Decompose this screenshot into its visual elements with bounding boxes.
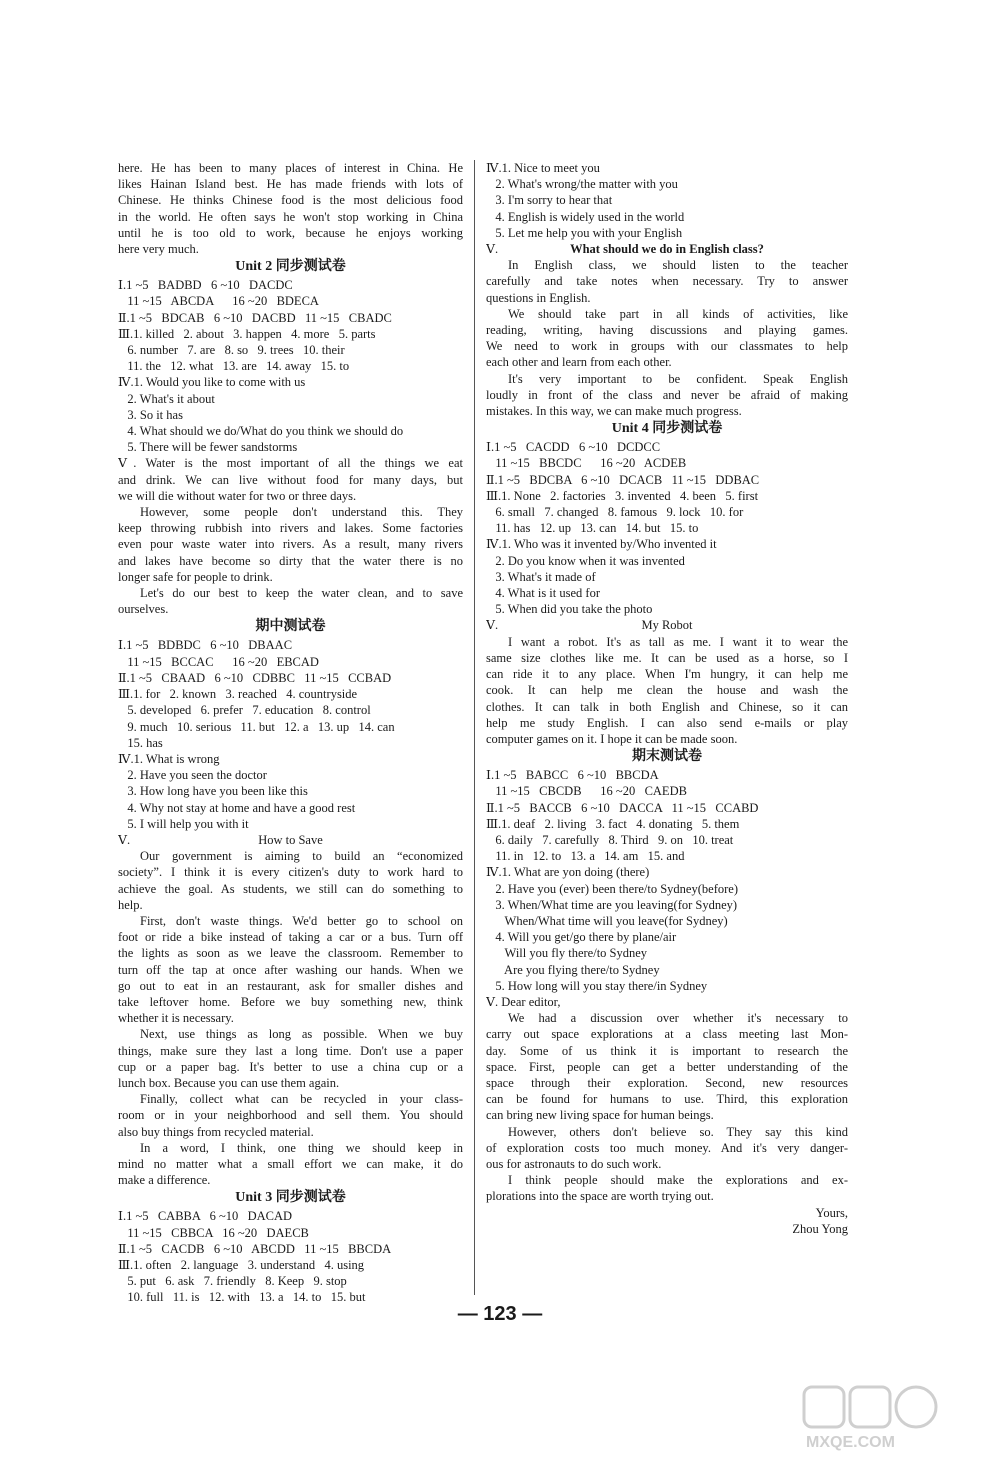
paragraph-start: Let's do our best to keep the water clean, and to save (140, 586, 463, 601)
text-line: society”. I think it is every citizen's duty to work hard to (118, 865, 463, 880)
paragraph-start: I think people should make the explorations and ex- (508, 1173, 848, 1188)
paragraph-start: Next, use things as long as possible. When we buy (140, 1027, 463, 1042)
answer-line: 3. How long have you been like this (118, 784, 308, 799)
answer-line: Ⅲ.1. for 2. known 3. reached 4. countryside (118, 687, 358, 702)
answer-line: 11 ~15 CBCDB 16 ~20 CAEDB (486, 784, 687, 799)
text-line: can be found for humans to use. Third, this exploration (486, 1092, 848, 1107)
answer-line: Ⅴ. Dear editor, (486, 994, 561, 1009)
text-line: cook. It can help me clean the house and wash the (486, 683, 848, 698)
text-line: clothes. It can talk in both English and Chinese, so it can (486, 699, 848, 714)
answer-line: Ⅰ.1 ~5 BADBD 6 ~10 DACDC (118, 278, 293, 293)
text-line-end: help. (118, 897, 143, 912)
answer-line: 5. put 6. ask 7. friendly 8. Keep 9. stop (118, 1274, 347, 1289)
paragraph-start: We had a discussion over whether it's necessary to (508, 1011, 848, 1026)
text-line-end: make a difference. (118, 1173, 211, 1188)
text-line: cup or a paper bag. It's better to use a china cup or a (118, 1059, 463, 1074)
paragraph-start: In English class, we should listen to the teacher (508, 258, 848, 273)
answer-line: Ⅳ.1. Would you like to come with us (118, 375, 306, 390)
answer-line: Ⅲ.1. often 2. language 3. understand 4. using (118, 1258, 365, 1272)
text-line: same size clothes like me. It can be used as a horse, so I (486, 650, 848, 665)
answer-line: 11. has 12. up 13. can 14. but 15. to (486, 521, 699, 536)
answer-line: Ⅳ.1. Nice to meet you (486, 161, 600, 175)
section-heading: Unit 2 同步测试卷 (235, 259, 346, 275)
column-divider (474, 160, 475, 1295)
text-line: and lakes have become so dirty that the water there is no (118, 553, 463, 568)
text-line: things, make sure they last a long time. Don't use a paper (118, 1043, 463, 1058)
text-line: carry out space explorations at a class meeting last Mon- (486, 1027, 848, 1042)
answer-line: 5. There will be fewer sandstorms (118, 440, 298, 455)
signature-line: Yours, (815, 1205, 848, 1220)
answer-line: Ⅱ.1 ~5 BACCB 6 ~10 DACCA 11 ~15 CCABD (486, 800, 759, 815)
answer-line: Ⅲ.1. killed 2. about 3. happen 4. more 5. parts (118, 326, 376, 341)
right-column (486, 160, 848, 1237)
answer-line: Ⅰ.1 ~5 CABBA 6 ~10 DACAD (118, 1209, 293, 1224)
paragraph-start: First, don't waste things. We'd better go to school on (140, 913, 463, 928)
answer-line: Ⅰ.1 ~5 BABCC 6 ~10 BBCDA (486, 768, 659, 783)
answer-line: 11 ~15 BBCDC 16 ~20 ACDEB (486, 456, 687, 471)
answer-line: 4. Will you get/go there by plane/air (486, 930, 677, 945)
answer-line: 6. number 7. are 8. so 9. trees 10. their (118, 343, 345, 358)
answer-line: 4. What is it used for (486, 586, 600, 601)
answer-line: 15. has (118, 735, 163, 750)
text-line: in the world. He often says he won't stop working in China (118, 209, 463, 224)
answer-line: Are you flying there/to Sydney (486, 962, 660, 977)
paragraph-start: It's very important to be confident. Speak English (508, 371, 848, 386)
answer-line: 11. the 12. what 13. are 14. away 15. to (118, 359, 350, 374)
text-line-end: lunch box. Because you can use them again. (118, 1075, 340, 1090)
text-line: achieve the goal. As students, we still can do something to (118, 881, 463, 896)
answer-line: 2. What's it about (118, 391, 215, 406)
text-line-end: questions in English. (486, 290, 591, 305)
answer-line: Ⅰ.1 ~5 BDBDC 6 ~10 DBAAC (118, 638, 293, 653)
answer-line: 5. Let me help you with your English (486, 225, 683, 240)
answer-line: Ⅳ.1. Who was it invented by/Who invented it (486, 537, 717, 552)
text-line: We need to work in groups with our classmates to help (486, 339, 848, 354)
answer-line: Ⅱ.1 ~5 BDCBA 6 ~10 DCACB 11 ~15 DDBAC (486, 472, 760, 487)
answer-line: 4. What should we do/What do you think we should do (118, 424, 404, 439)
text-line: carefully and take notes when necessary. Try to answer (486, 274, 848, 289)
text-line: loudly in front of the class and never be afraid of making (486, 387, 848, 402)
page-number: — 123 — (457, 1303, 543, 1325)
text-line-end: we will die without water for two or three days. (118, 488, 357, 503)
text-line: go out to eat in an restaurant, ask for smaller dishes and (118, 978, 463, 993)
text-line-end: computer games on it. I hope it can be made soon. (486, 731, 738, 746)
paragraph-start: We should take part in all kinds of activities, like (508, 306, 848, 321)
answer-line: 2. Have you (ever) been there/to Sydney(before) (486, 881, 738, 896)
answer-line: 3. When/What time are you leaving(for Sydney) (486, 897, 738, 912)
text-line-end: ous for astronauts to do such work. (486, 1156, 662, 1171)
answer-line: 2. Do you know when it was invented (486, 553, 685, 568)
text-line: space. First, people can get a better understanding of the (486, 1059, 848, 1074)
text-line: can ride it to any place. When I'm hungry, it can help me (486, 667, 848, 682)
answer-line: 6. daily 7. carefully 8. Third 9. on 10. treat (486, 832, 734, 847)
answer-line: Ⅲ.1. deaf 2. living 3. fact 4. donating 5. them (486, 816, 740, 831)
answer-line: When/What time will you leave(for Sydney) (486, 913, 728, 928)
answer-line: 3. I'm sorry to hear that (486, 193, 613, 208)
text-line: help me study English. I can also send e-mails or play (486, 715, 848, 730)
text-line-end: can bring new living space for human beings. (486, 1108, 714, 1123)
paragraph-start: However, some people don't understand this. They (140, 505, 463, 520)
signature-line: Zhou Yong (792, 1221, 848, 1236)
answer-line: 5. When did you take the photo (486, 602, 653, 617)
answer-line: 3. So it has (118, 407, 183, 422)
answer-line: 5. How long will you stay there/in Sydney (486, 978, 708, 993)
answer-line: Ⅰ.1 ~5 CACDD 6 ~10 DCDCC (486, 440, 661, 455)
paragraph-start: However, others don't believe so. They say this kind (508, 1124, 848, 1139)
text-line: take leftover home. Before we buy something new, think (118, 994, 463, 1009)
text-line: of exploration costs too much money. And it's very danger- (486, 1140, 848, 1155)
answer-line: 11 ~15 CBBCA 16 ~20 DAECB (118, 1225, 309, 1240)
text-line-end: each other and learn from each other. (486, 355, 672, 370)
essay-title: How to Save (258, 832, 323, 847)
essay-title-line: Ⅴ. How to Save (118, 832, 463, 848)
paragraph-start: In a word, I think, one thing we should keep in (140, 1140, 463, 1155)
answer-line: 3. What's it made of (486, 569, 596, 584)
answer-line: Ⅱ.1 ~5 CACDB 6 ~10 ABCDD 11 ~15 BBCDA (118, 1241, 392, 1256)
paragraph-start: Our government is aiming to build an “economized (140, 849, 463, 864)
text-line: and drink. We can live without food for many days, but (118, 472, 463, 487)
section-heading: 期中测试卷 (255, 619, 326, 635)
section-heading: Unit 3 同步测试卷 (235, 1190, 346, 1206)
text-line: foot or ride a bike instead of taking a car or a bus. Turn off (118, 930, 463, 945)
answer-line: 4. English is widely used in the world (486, 209, 685, 224)
answer-line: 6. small 7. changed 8. famous 9. lock 10. for (486, 505, 744, 520)
text-line-end: mistakes. In this way, we can make much progress. (486, 404, 742, 419)
answer-line: 2. Have you seen the doctor (118, 768, 267, 783)
answer-line: Ⅳ.1. What are yon doing (there) (486, 865, 650, 880)
paragraph-start: Finally, collect what can be recycled in your class- (140, 1092, 463, 1107)
essay-title: My Robot (641, 618, 693, 633)
text-line: mind no matter what a small effort we can make, it do (118, 1156, 463, 1171)
text-line: room or in your neighborhood and sell them. You should (118, 1108, 463, 1123)
answer-line: 5. I will help you with it (118, 816, 249, 831)
section-heading: Unit 4 同步测试卷 (611, 421, 723, 437)
text-line: Ⅴ. Water is the most important of all the things we eat (118, 456, 463, 471)
text-line-end: longer safe for people to drink. (118, 569, 273, 584)
essay-title-line: Ⅴ. My Robot (486, 617, 848, 633)
paragraph-start: I want a robot. It's as tall as me. I want it to wear the (508, 634, 848, 649)
answer-line: 11 ~15 ABCDA 16 ~20 BDECA (118, 294, 319, 309)
answer-line: Ⅳ.1. What is wrong (118, 751, 220, 766)
left-column (118, 160, 463, 1306)
text-line: likes Hainan Island best. He has made friends with lots of (118, 177, 463, 192)
text-line: here. He has been to many places of interest in China. He (118, 161, 463, 175)
watermark-logo (800, 1383, 970, 1453)
answer-line: Ⅲ.1. None 2. factories 3. invented 4. been 5. first (486, 488, 759, 503)
text-line: Chinese. He thinks Chinese food is the most delicious food (118, 193, 463, 208)
text-line-end: ourselves. (118, 602, 169, 617)
text-line-end: also buy things from recycled material. (118, 1124, 314, 1139)
section-heading: 期末测试卷 (632, 749, 702, 765)
answer-line: 11 ~15 BCCAC 16 ~20 EBCAD (118, 654, 319, 669)
text-line-end: whether it is necessary. (118, 1011, 234, 1026)
answer-line: Ⅱ.1 ~5 BDCAB 6 ~10 DACBD 11 ~15 CBADC (118, 310, 392, 325)
text-line-end: here very much. (118, 242, 199, 257)
text-line: the lights as soon as we leave the classroom. Remember to (118, 946, 463, 961)
essay-title: What should we do in English class? (570, 242, 764, 257)
text-line: reading, writing, having discussions and playing games. (486, 323, 848, 338)
text-line: even pour waste water into rivers. As a result, many rivers (118, 537, 463, 552)
answer-line: Will you fly there/to Sydney (486, 946, 648, 961)
text-line: until he is too old to work, because he enjoys working (118, 225, 463, 240)
essay-title-line: Ⅴ. What should we do in English class? (486, 241, 848, 257)
text-line: keep throwing rubbish into rivers and lakes. Some factories (118, 521, 463, 536)
answer-line: Ⅱ.1 ~5 CBAAD 6 ~10 CDBBC 11 ~15 CCBAD (118, 670, 392, 685)
text-line: day. Some of us think it is important to research the (486, 1043, 848, 1058)
text-line-end: plorations into the space are worth trying out. (486, 1189, 714, 1204)
watermark-text: MXQE.COM (806, 1434, 895, 1451)
text-line: space through their exploration. Second, new resources (486, 1075, 848, 1090)
answer-line: 4. Why not stay at home and have a good rest (118, 800, 356, 815)
answer-line: 11. in 12. to 13. a 14. am 15. and (486, 849, 685, 864)
answer-line: 10. full 11. is 12. with 13. a 14. to 15. but (118, 1290, 366, 1305)
answer-line: 2. What's wrong/the matter with you (486, 177, 678, 192)
text-line: turn off the tap at once after washing our hands. When we (118, 962, 463, 977)
answer-line: 5. developed 6. prefer 7. education 8. control (118, 703, 371, 718)
answer-line: 9. much 10. serious 11. but 12. a 13. up 14. can (118, 719, 395, 734)
